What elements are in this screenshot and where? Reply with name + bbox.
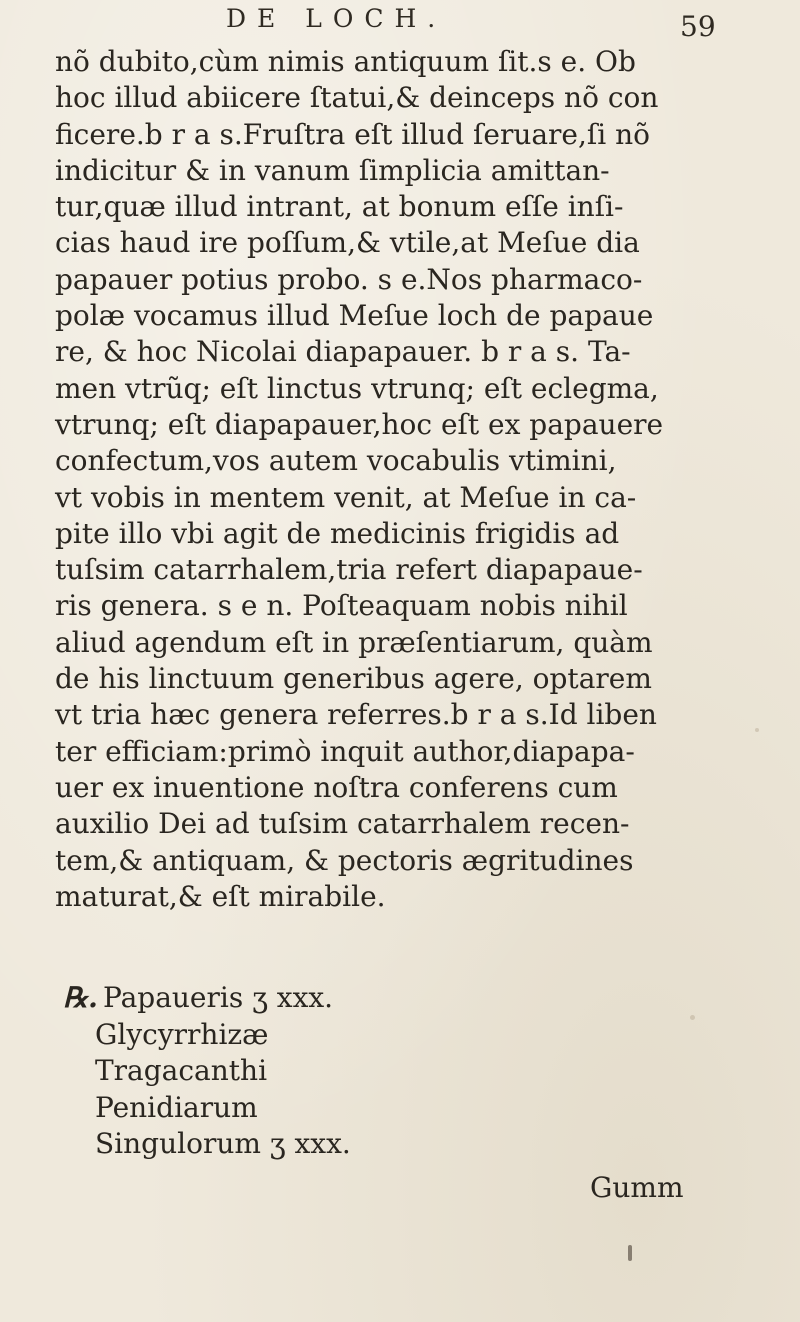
text-line: vt vobis in mentem venit, at Meſue in ca- bbox=[55, 480, 637, 514]
text-line: ter efficiam:primò inquit author,diapapa- bbox=[55, 734, 635, 768]
text-line: vt tria hæc genera referres.b r a s.Id liben bbox=[55, 698, 657, 732]
text-line: ris genera. s e n. Poſteaquam nobis nihil bbox=[55, 589, 628, 623]
text-line: tuſsim catarrhalem,tria refert diapapaue- bbox=[55, 553, 643, 587]
text-line: hoc illud abiicere ſtatui,& deinceps nõ con bbox=[55, 81, 659, 115]
text-line: uer ex inuentione noſtra conferens cum bbox=[55, 770, 618, 804]
text-line: tem,& antiquam, & pectoris ægritudines bbox=[55, 843, 634, 877]
text-line: pite illo vbi agit de medicinis frigidis ad bbox=[55, 516, 620, 550]
recipe-item: Penidiarum bbox=[95, 1090, 258, 1124]
text-line: cias haud ire poſſum,& vtile,at Meſue dia bbox=[55, 226, 640, 260]
recipe-item-text: Papaueris ʒ xxx. bbox=[103, 981, 334, 1014]
text-line: ficere.b r a s.Fruſtra eſt illud ſeruare,ſi nõ bbox=[55, 117, 651, 151]
ink-speck bbox=[628, 1245, 632, 1261]
text-line: nõ dubito,cùm nimis antiquum ſit.s e. Ob bbox=[55, 45, 636, 78]
text-line: de his linctuum generibus agere, optarem bbox=[55, 662, 652, 696]
paper-stain bbox=[690, 1015, 695, 1020]
text-line: indicitur & in vanum ſimplicia amittan- bbox=[55, 153, 610, 187]
text-line: papauer potius probo. s e.Nos pharmaco- bbox=[55, 262, 643, 296]
recipe-item: Tragacanthi bbox=[95, 1054, 268, 1087]
running-head: DE LOCH. bbox=[226, 4, 447, 33]
text-line: auxilio Dei ad tuſsim catarrhalem recen- bbox=[55, 807, 630, 841]
rx-symbol: ℞. bbox=[63, 981, 98, 1014]
text-line: maturat,& eſt mirabile. bbox=[55, 879, 386, 913]
page-header bbox=[0, 4, 800, 44]
text-line: tur,quæ illud intrant, at bonum eſſe inſi- bbox=[55, 190, 624, 224]
recipe-item: Singulorum ʒ xxx. bbox=[95, 1127, 351, 1160]
recipe-item bbox=[55, 980, 615, 1017]
text-line: polæ vocamus illud Meſue loch de papaue bbox=[55, 299, 654, 333]
page-number: 59 bbox=[680, 10, 716, 43]
body-text bbox=[55, 44, 664, 915]
recipe-item: Glycyrrhizæ bbox=[95, 1017, 269, 1051]
text-line: men vtrũq; eſt linctus vtrunq; eſt eclegma, bbox=[55, 371, 659, 405]
text-line: vtrunq; eſt diapapauer,hoc eſt ex papauere bbox=[55, 407, 664, 441]
recipe-list bbox=[55, 980, 615, 1163]
text-line: re, & hoc Nicolai diapapauer. b r a s. Ta- bbox=[55, 335, 631, 369]
text-line: aliud agendum eſt in præſentiarum, quàm bbox=[55, 625, 653, 659]
text-line: confectum,vos autem vocabulis vtimini, bbox=[55, 444, 617, 478]
catchword: Gumm bbox=[590, 1171, 684, 1204]
paper-stain bbox=[755, 728, 759, 732]
